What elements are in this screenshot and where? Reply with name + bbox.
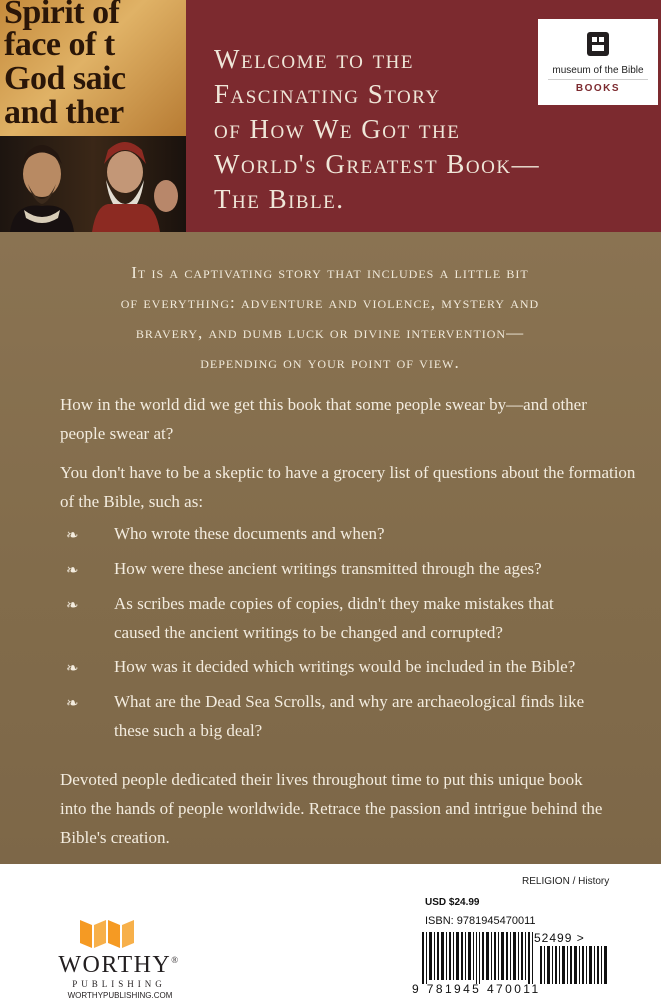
paragraph-line: How in the world did we get this book that some people swear by—and other [60, 395, 587, 414]
paragraph-line: Devoted people dedicated their lives throughout time to put this unique book [60, 770, 583, 789]
barcode-digits: 9 781945 470011 [412, 982, 541, 996]
scripture-line: and ther [4, 94, 124, 131]
registered-mark: ® [171, 955, 180, 965]
brand-divider [548, 79, 648, 80]
publisher-name-text: WORTHY [58, 952, 172, 978]
barcode-addon-number: 52499 > [534, 931, 585, 945]
intro-line: It is a captivating story that includes a little bit [131, 263, 529, 282]
hero-headline [214, 42, 541, 217]
paragraph-line: of the Bible, such as: [60, 492, 204, 511]
paragraph-2 [60, 458, 636, 516]
bullet-line: caused the ancient writings to be changed and corrupted? [114, 623, 503, 642]
hero-line: Fascinating Story [214, 79, 441, 109]
bullet-line: What are the Dead Sea Scrolls, and why are archaeological finds like [114, 692, 585, 711]
publisher-name [44, 952, 194, 979]
scripture-line: face of t [4, 26, 115, 63]
bullet-line: How was it decided which writings would be included in the Bible? [114, 657, 576, 676]
fleuron-bullet-icon: ❧ [66, 598, 79, 614]
bullet-line: As scribes made copies of copies, didn't they make mistakes that [114, 594, 554, 613]
publisher-url: WORTHYPUBLISHING.COM [67, 991, 173, 1000]
hero-line: of How We Got the [214, 114, 461, 144]
paragraph-1 [60, 390, 620, 448]
hero-line: Welcome to the [214, 44, 415, 74]
hero-line: The Bible. [214, 184, 345, 214]
bullet-item [114, 554, 614, 583]
price-label: USD $24.99 [425, 897, 480, 908]
isbn-label: ISBN: 9781945470011 [425, 915, 536, 927]
hero-line: World's Greatest Book— [214, 149, 541, 179]
brand-books-label: BOOKS [575, 83, 621, 94]
paragraph-line: You don't have to be a skeptic to have a grocery list of questions about the formation [60, 463, 636, 482]
fleuron-bullet-icon: ❧ [66, 661, 79, 677]
brand-name: museum of the Bible [552, 65, 644, 76]
bullet-item [114, 589, 614, 647]
intro-callout [40, 258, 620, 378]
portraits-image [0, 136, 186, 232]
scripture-line: Spirit of [4, 0, 120, 31]
bullet-item [114, 652, 614, 681]
publisher-sub: PUBLISHING [72, 979, 166, 989]
bullet-item [114, 519, 614, 548]
category-label: RELIGION / History [522, 876, 610, 887]
bullet-line: these such a big deal? [114, 721, 263, 740]
museum-b-icon [586, 31, 610, 57]
fleuron-bullet-icon: ❧ [66, 563, 79, 579]
museum-of-the-bible-logo [538, 19, 658, 105]
worthy-book-logo-icon [78, 916, 136, 950]
intro-line: of everything: adventure and violence, mystery and [120, 293, 540, 312]
bullet-line: Who wrote these documents and when? [114, 524, 385, 543]
bullet-item [114, 687, 614, 745]
scripture-text-image [0, 0, 186, 136]
paragraph-3 [60, 765, 620, 852]
scripture-line: God saic [4, 60, 126, 97]
paragraph-line: people swear at? [60, 424, 174, 443]
intro-line: bravery, and dumb luck or divine intervention— [135, 323, 525, 342]
intro-line: depending on your point of view. [200, 353, 460, 372]
bullet-line: How were these ancient writings transmitted through the ages? [114, 559, 542, 578]
paragraph-line: into the hands of people worldwide. Retrace the passion and intrigue behind the [60, 799, 603, 818]
fleuron-bullet-icon: ❧ [66, 528, 79, 544]
paragraph-line: Bible's creation. [60, 828, 170, 847]
fleuron-bullet-icon: ❧ [66, 696, 79, 712]
